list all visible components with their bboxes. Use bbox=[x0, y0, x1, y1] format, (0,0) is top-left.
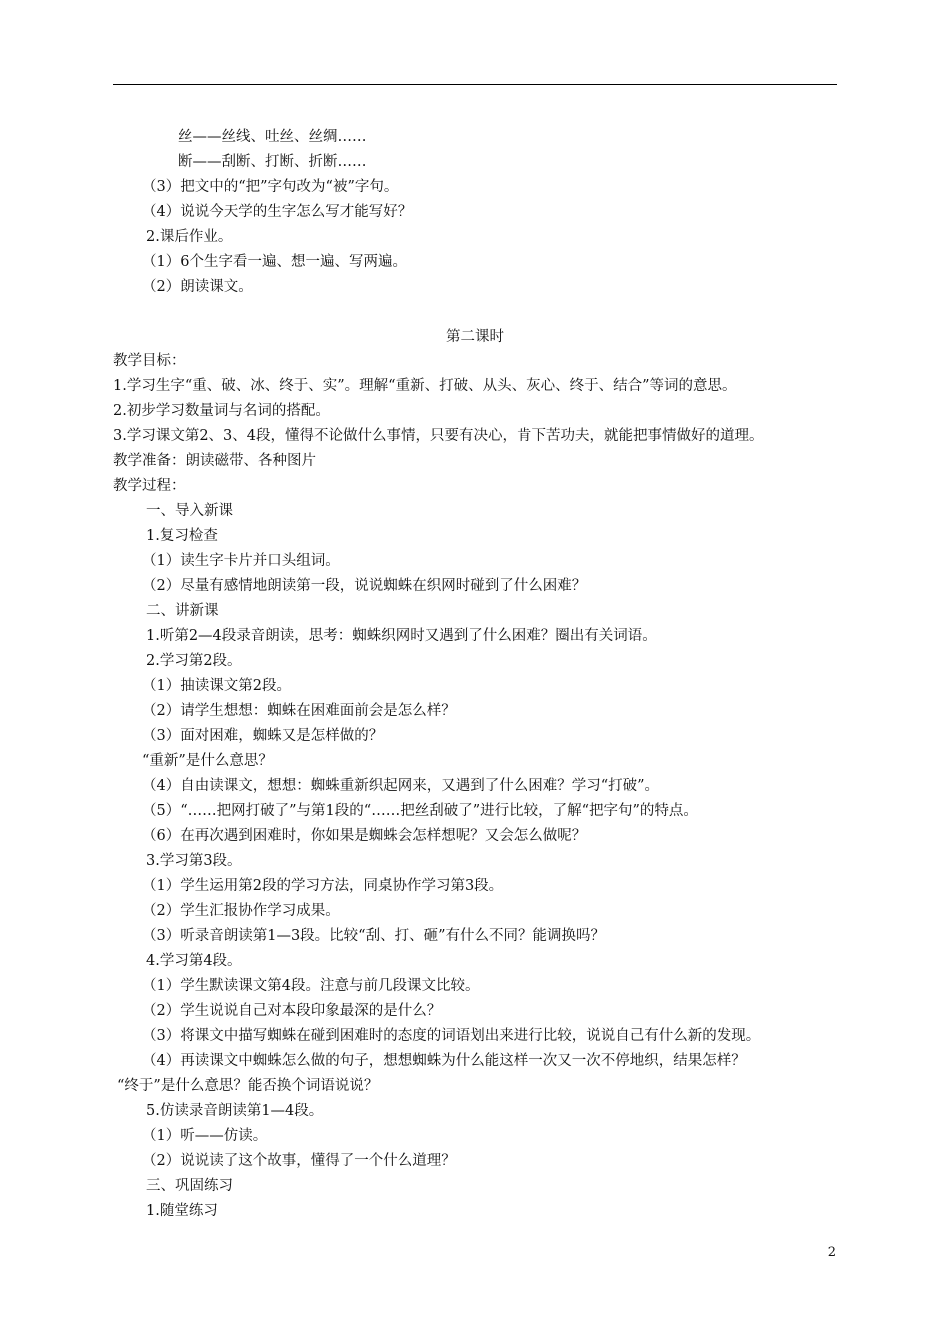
text-line: （3）将课文中描写蜘蛛在碰到困难时的态度的词语划出来进行比较，说说自己有什么新的发现。 bbox=[142, 1028, 761, 1044]
text-line: （2）请学生想想：蜘蛛在困难面前会是怎么样？ bbox=[142, 703, 456, 719]
text-line: （1）抽读课文第2段。 bbox=[142, 678, 291, 694]
text-line: 教学目标： bbox=[113, 353, 186, 369]
text-line: 1.随堂练习 bbox=[146, 1203, 218, 1219]
text-line: （2）朗读课文。 bbox=[142, 279, 253, 295]
page-number: 2 bbox=[827, 1245, 836, 1260]
text-line: （1）学生默读课文第4段。注意与前几段课文比较。 bbox=[142, 978, 480, 994]
text-line: （2）尽量有感情地朗读第一段，说说蜘蛛在织网时碰到了什么困难？ bbox=[142, 578, 587, 594]
text-line: 1.听第2—4段录音朗读，思考：蜘蛛织网时又遇到了什么困难？圈出有关词语。 bbox=[146, 628, 657, 644]
text-line: （4）自由读课文，想想：蜘蛛重新织起网来，又遇到了什么困难？学习“打破”。 bbox=[142, 778, 660, 794]
text-line: 教学准备：朗读磁带、各种图片 bbox=[113, 453, 316, 469]
text-line: （1）听——仿读。 bbox=[142, 1128, 268, 1144]
text-line: （3）面对困难，蜘蛛又是怎样做的？ bbox=[142, 728, 384, 744]
text-line: （2）学生汇报协作学习成果。 bbox=[142, 903, 340, 919]
text-line: “终于”是什么意思？能否换个词语说说？ bbox=[117, 1078, 379, 1094]
text-line: 5.仿读录音朗读第1—4段。 bbox=[146, 1103, 324, 1119]
text-line: 教学过程： bbox=[113, 478, 186, 494]
text-line: 三、巩固练习 bbox=[146, 1178, 233, 1194]
section-title: 第二课时 bbox=[446, 329, 504, 345]
text-line: 2.初步学习数量词与名词的搭配。 bbox=[113, 403, 330, 419]
text-line: 3.学习课文第2、3、4段，懂得不论做什么事情，只要有决心，肯下苦功夫，就能把事情做好的道理。 bbox=[113, 428, 764, 444]
text-line: （2）说说读了这个故事，懂得了一个什么道理？ bbox=[142, 1153, 456, 1169]
text-line: 3.学习第3段。 bbox=[146, 853, 242, 869]
text-line: 2.课后作业。 bbox=[146, 229, 233, 245]
text-line: （3）把文中的“把”字句改为“被”字句。 bbox=[142, 179, 399, 195]
text-line: （3）听录音朗读第1—3段。比较“刮、打、砸”有什么不同？能调换吗？ bbox=[142, 928, 605, 944]
text-line: （1）学生运用第2段的学习方法，同桌协作学习第3段。 bbox=[142, 878, 504, 894]
text-line: （1）读生字卡片并口头组词。 bbox=[142, 553, 340, 569]
text-line: （1）6个生字看一遍、想一遍、写两遍。 bbox=[142, 254, 407, 270]
text-line: （6）在再次遇到困难时，你如果是蜘蛛会怎样想呢？又会怎么做呢？ bbox=[142, 828, 587, 844]
text-line: 二、讲新课 bbox=[146, 603, 219, 619]
text-line: （4）说说今天学的生字怎么写才能写好？ bbox=[142, 204, 413, 220]
text-line: 1.学习生字“重、破、冰、终于、实”。理解“重新、打破、从头、灰心、终于、结合”等词的意思。 bbox=[113, 378, 737, 394]
text-line: 1.复习检查 bbox=[146, 528, 218, 544]
text-line: （2）学生说说自己对本段印象最深的是什么？ bbox=[142, 1003, 442, 1019]
text-line: 断——刮断、打断、折断…… bbox=[178, 154, 367, 170]
text-line: 4.学习第4段。 bbox=[146, 953, 242, 969]
text-line: 一、导入新课 bbox=[146, 503, 233, 519]
text-line: （5）“……把网打破了”与第1段的“……把丝刮破了”进行比较，了解“把字句”的特点。 bbox=[142, 803, 698, 819]
text-line: 2.学习第2段。 bbox=[146, 653, 242, 669]
text-line: （4）再读课文中蜘蛛怎么做的句子，想想蜘蛛为什么能这样一次又一次不停地织，结果怎样？ bbox=[142, 1053, 746, 1069]
text-line: “重新”是什么意思？ bbox=[142, 753, 273, 769]
header-rule bbox=[113, 84, 837, 85]
text-line: 丝——丝线、吐丝、丝绸…… bbox=[178, 129, 367, 145]
